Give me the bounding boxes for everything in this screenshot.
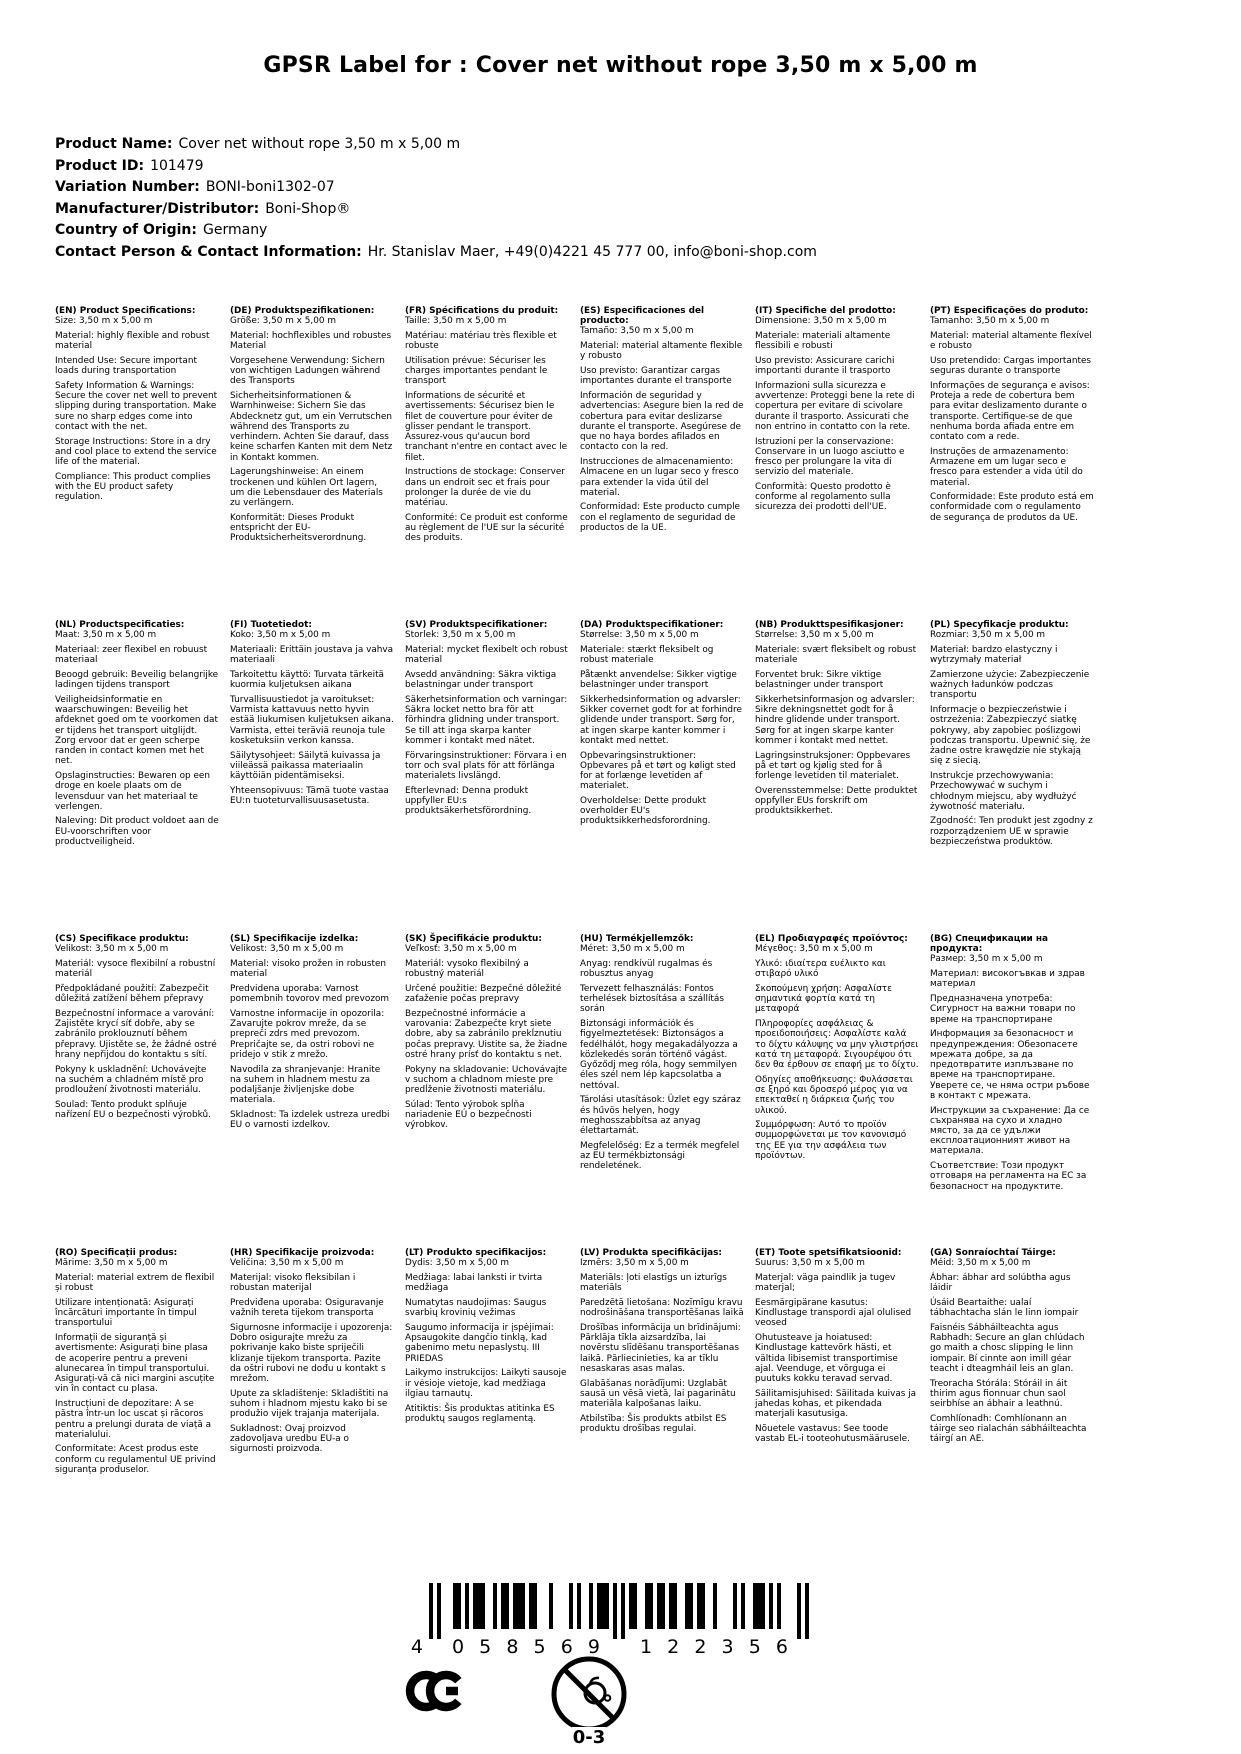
lang-block-paragraph: Avsedd användning: Säkra viktiga belastningar under transport — [405, 669, 557, 691]
product-info-label: Manufacturer/Distributor: — [55, 200, 260, 217]
lang-block-paragraph: Bezpečnostné informácie a varovania: Zabezpečte kryt siete dobre, aby sa zabránilo prekĺznutiu počas prepravy. Uistite sa, že žiadne ostré hrany prísť do kontaktu s net. — [405, 1008, 568, 1060]
lang-block-paragraph: Storage Instructions: Store in a dry and cool place to extend the service life of the material. — [55, 436, 217, 468]
lang-block-paragraph: Safety Information & Warnings: Secure the cover net well to prevent slipping during transportation. Make sure no sharp edges come into contact with the net. — [55, 380, 218, 432]
lang-block-paragraph: Ohutusteave ja hoiatused: Kindlustage kattevõrk hästi, et vältida libisemist transportimise ajal. Veenduge, et võrguga ei puutuks kokku teravad servad. — [755, 1333, 898, 1385]
lang-block-paragraph: Conformitate: Acest produs este conform cu regulamentul UE privind siguranța produselor. — [55, 1444, 216, 1475]
lang-block-paragraph: Storlek: 3,50 m x 5,00 m — [405, 630, 516, 641]
lang-block-paragraph: Påtænkt anvendelse: Sikker vigtige belastninger under transport — [580, 669, 737, 691]
age-warning-0-3-icon — [548, 1652, 630, 1748]
lang-block-paragraph: Sukladnost: Ovaj proizvod zadovoljava uredbu EU-a o sigurnosti proizvoda. — [230, 1424, 349, 1455]
lang-block-paragraph: Bezpečnostní informace a varování: Zajistěte krycí síť dobře, aby se zabránilo proklouznutí během přepravy. Ujistěte se, že žádné ostré hrany nepřijdou do kontaktu s sítí. — [55, 1008, 217, 1060]
product-info — [55, 134, 817, 264]
product-info-label: Product Name: — [55, 136, 173, 152]
lang-block-paragraph: Yhteensopivuus: Tämä tuote vastaa EU:n tuoteturvallisuusasetusta. — [230, 785, 389, 807]
lang-block-paragraph: Méid: 3,50 m x 5,00 m — [930, 1258, 1031, 1269]
lang-block-title: (PT) Especificações do produto: — [930, 306, 1089, 316]
lang-block-cs — [55, 934, 223, 1248]
lang-block-title: (HR) Specifikacije proizvoda: — [230, 1248, 375, 1258]
product-info-label: Product ID: — [55, 157, 145, 174]
product-info-label: Country of Origin: — [55, 222, 197, 239]
lang-block-sk — [405, 934, 573, 1248]
lang-block-paragraph: Dydis: 3,50 m x 5,00 m — [405, 1258, 509, 1269]
lang-block-title: (SV) Produktspecifikationer: — [405, 620, 548, 630]
lang-block-paragraph: Laikymo instrukcijos: Laikyti sausoje ir vėsioje vietoje, kad medžiaga ilgiau tarnautų. — [405, 1368, 567, 1399]
lang-block-paragraph: Turvallisuustiedot ja varoitukset: Varmista kattavuus netto hyvin estää liukumisen kuljetuksen aikana. Varmista, ettei teräviä reunoja tule kosketuksiin verkon kanssa. — [230, 694, 394, 746]
lang-block-paragraph: Material: material extrem de flexibil și robust — [55, 1272, 215, 1294]
lang-block-paragraph: Medžiaga: labai lanksti ir tvirta medžiaga — [405, 1272, 543, 1294]
lang-block-paragraph: Lagringsinstruksjoner: Oppbevares på et tørt og kjølig sted for å forlenge levetiden til materialet. — [755, 750, 911, 782]
lang-block-title: (SK) Špecifikácie produktu: — [405, 934, 542, 944]
lang-block-lt — [405, 1248, 573, 1562]
lang-block-paragraph: Glabāšanas norādījumi: Uzglabāt sausā un vēsā vietā, lai pagarinātu materiāla kalpošanas laiku. — [580, 1378, 736, 1410]
lang-block-paragraph: Материал: високогъвкав и здрав материал — [930, 969, 1085, 990]
lang-block-paragraph: Tárolási utasítások: Üzlet egy száraz és hűvös helyen, hogy meghosszabbítsa az anyag élettartamát. — [580, 1095, 741, 1136]
lang-block-paragraph: Atitiktis: Šis produktas atitinka ES produktų saugos reglamentą. — [405, 1403, 555, 1424]
lang-block-paragraph: Uso previsto: Assicurare carichi importanti durante il trasporto — [755, 355, 895, 377]
page-title: GPSR Label for : Cover net without rope 3,50 m x 5,00 m — [263, 53, 978, 78]
lang-block-title: (LT) Produkto specifikacijos: — [405, 1248, 547, 1258]
lang-block-paragraph: Predviđena uporaba: Osiguravanje važnih tereta tijekom transporta — [230, 1297, 384, 1319]
lang-block-paragraph: Určené použitie: Bezpečné dôležité zaťaženie počas prepravy — [405, 983, 562, 1005]
lang-block-et — [755, 1248, 923, 1562]
lang-block-paragraph: Tarkoitettu käyttö: Turvata tärkeitä kuormia kuljetuksen aikana — [230, 669, 384, 691]
lang-block-paragraph: Soulad: Tento produkt splňuje nařízení EU o bezpečnosti výrobků. — [55, 1099, 211, 1121]
lang-block-paragraph: Størrelse: 3,50 m x 5,00 m — [755, 630, 874, 641]
lang-block-el — [755, 934, 923, 1248]
lang-block-paragraph: Koko: 3,50 m x 5,00 m — [230, 630, 331, 641]
lang-block-paragraph: Utilizare intenționată: Asigurați încărcături importante în timpul transportului — [55, 1297, 197, 1329]
lang-block-da — [580, 620, 748, 934]
lang-block-paragraph: Izmērs: 3,50 m x 5,00 m — [580, 1258, 689, 1269]
lang-block-paragraph: Größe: 3,50 m x 5,00 m — [230, 316, 336, 327]
lang-block-paragraph: Upute za skladištenje: Skladištiti na suhom i hladnom mjestu kako bi se produžio vijek trajanja materijala. — [230, 1388, 389, 1420]
lang-block-paragraph: Materiale: svært fleksibelt og robust materiale — [755, 644, 917, 666]
lang-block-paragraph: Materiaali: Erittäin joustava ja vahva materiaali — [230, 644, 394, 666]
lang-block-paragraph: Conformità: Questo prodotto è conforme al regolamento sulla sicurezza dei prodotti dell'UE. — [755, 482, 891, 513]
lang-block-paragraph: Uso previsto: Garantizar cargas importantes durante el transporte — [580, 366, 732, 387]
lang-block-paragraph: Eesmärgipärane kasutus: Kindlustage transpordi ajal olulised veosed — [755, 1297, 912, 1329]
lang-block-paragraph: Materiaal: zeer flexibel en robuust materiaal — [55, 644, 208, 666]
product-info-row — [55, 199, 817, 221]
product-info-row — [55, 220, 817, 242]
product-info-value: Germany — [203, 222, 268, 239]
lang-block-paragraph: Tamaño: 3,50 m x 5,00 m — [580, 326, 694, 337]
lang-block-paragraph: Οδηγίες αποθήκευσης: Φυλάσσεται σε ξηρό και δροσερό μέρος για να επεκταθεί η διάρκεια ζωής του υλικού. — [755, 1074, 913, 1116]
barcode-digits: 058569 — [452, 1636, 600, 1657]
lang-block-paragraph: Säilytysohjeet: Säilytä kuivassa ja viileässä paikassa materiaalin käyttöiän pidentämiseksi. — [230, 750, 381, 782]
lang-block-title: (GA) Sonraíochtaí Táirge: — [930, 1248, 1056, 1258]
lang-block-paragraph: Skladnost: Ta izdelek ustreza uredbi EU o varnosti izdelkov. — [230, 1110, 390, 1131]
lang-block-nb — [755, 620, 923, 934]
lang-block-paragraph: Predvidena uporaba: Varnost pomembnih tovorov med prevozom — [230, 983, 390, 1005]
lang-block-nl — [55, 620, 223, 934]
lang-block-paragraph: Instrucciones de almacenamiento: Almacene en un lugar seco y fresco para extender la vida útil del material. — [580, 457, 739, 498]
lang-block-de — [230, 306, 398, 620]
age-warning-label: 0-3 — [572, 1727, 606, 1748]
lang-block-paragraph: Intended Use: Secure important loads during transportation — [55, 355, 197, 377]
lang-block-paragraph: Предназначена употреба: Сигурност на важни товари по време на транспортиране — [930, 994, 1076, 1025]
lang-block-fi — [230, 620, 398, 934]
product-info-value: Hr. Stanislav Maer, +49(0)4221 45 777 00, info@boni-shop.com — [367, 243, 817, 260]
lang-block-lv — [580, 1248, 748, 1562]
lang-block-hr — [230, 1248, 398, 1562]
lang-block-es — [580, 306, 748, 620]
lang-block-paragraph: Instructions de stockage: Conserver dans un endroit sec et frais pour prolonger la durée de vie du matériau. — [405, 467, 565, 508]
lang-block-paragraph: Instruções de armazenamento: Armazene em um lugar seco e fresco para estender a vida útil do material. — [930, 446, 1083, 488]
barcode-digits: 4 — [410, 1636, 423, 1657]
lang-block-title: (LV) Produkta specifikācijas: — [580, 1248, 722, 1258]
product-info-value: BONI-boni1302-07 — [205, 179, 335, 196]
product-info-row — [55, 134, 817, 156]
lang-block-paragraph: Saugumo informacija ir įspėjimai: Apsaugokite dangčio tinklą, kad gabenimo metu nepaslystų. III PRIEDAS — [405, 1322, 554, 1364]
lang-block-paragraph: Faisnéis Sábháilteachta agus Rabhadh: Secure an glan chlúdach go maith a chosc slipping le linn iompair. Bí cinnte aon imill géar teacht i dteagmháil leis an glan. — [930, 1322, 1085, 1374]
lang-block-paragraph: Material: material altamente flexível e robusto — [930, 330, 1092, 352]
product-info-row — [55, 242, 817, 264]
lang-block-paragraph: Μέγεθος: 3,50 m x 5,00 m — [755, 944, 873, 955]
lang-block-paragraph: Conformidade: Este produto está em conformidade com o regulamento de segurança de produtos da UE. — [930, 492, 1094, 523]
lang-block-paragraph: Materiale: stærkt fleksibelt og robust materiale — [580, 644, 714, 666]
lang-block-pt — [930, 306, 1098, 620]
lang-block-paragraph: Paredzētā lietošana: Nozīmīgu kravu nodrošināšana transportēšanas laikā — [580, 1297, 744, 1319]
lang-block-paragraph: Materiál: vysoko flexibilný a robustný materiál — [405, 958, 529, 980]
lang-block-paragraph: Material: visoko prožen in robusten material — [230, 958, 387, 980]
lang-block-paragraph: Tamanho: 3,50 m x 5,00 m — [930, 316, 1050, 327]
lang-block-sl — [230, 934, 398, 1248]
lang-block-paragraph: Veiligheidsinformatie en waarschuwingen: Beveilig het afdeknet goed om te voorkomen dat er tijdens het transport uitglijdt. Zorg ervoor dat er geen scherpe randen in contact komen met het net. — [55, 694, 218, 767]
lang-block-paragraph: Utilisation prévue: Sécuriser les charges importantes pendant le transport — [405, 355, 548, 387]
lang-block-paragraph: Navodila za shranjevanje: Hranite na suhem in hladnem mestu za podaljšanje življenjske dobe materiala. — [230, 1064, 381, 1106]
lang-block-paragraph: Materjal: väga paindlik ja tugev materjal; — [755, 1272, 896, 1294]
lang-block-title: (EN) Product Specifications: — [55, 306, 196, 316]
lang-block-paragraph: Maat: 3,50 m x 5,00 m — [55, 630, 157, 641]
lang-block-title: (NL) Productspecificaties: — [55, 620, 185, 630]
lang-block-title: (PL) Specyfikacje produktu: — [930, 620, 1069, 630]
lang-block-title: (IT) Specifiche del prodotto: — [755, 306, 896, 316]
lang-block-bg — [930, 934, 1098, 1248]
lang-block-paragraph: Súlad: Tento výrobok spĺňa nariadenie EÚ o bezpečnosti výrobkov. — [405, 1099, 532, 1131]
lang-block-paragraph: Pokyny na skladovanie: Uchovávajte v suchom a chladnom mieste pre predĺženie životnosti materiálu. — [405, 1064, 568, 1096]
lang-block-paragraph: Съответствие: Този продукт отговаря на регламента на ЕС за безопасност на продуктите. — [930, 1161, 1087, 1192]
lang-block-pl — [930, 620, 1098, 934]
product-info-row — [55, 156, 817, 178]
lang-block-paragraph: Taille: 3,50 m x 5,00 m — [405, 316, 507, 327]
lang-block-paragraph: Υλικό: ιδιαίτερα ευέλικτο και στιβαρό υλικό — [755, 958, 886, 980]
lang-block-paragraph: Varnostne informacije in opozorila: Zavarujte pokrov mreže, da se prepreči zdrs med prevozom. Prepričajte se, da ostri robovi ne pridejo v stik z mrežo. — [230, 1008, 385, 1060]
lang-block-title: (EL) Προδιαγραφές προϊόντος: — [755, 934, 908, 944]
lang-block-paragraph: Materiale: materiali altamente flessibili e robusti — [755, 330, 891, 352]
lang-block-paragraph: Numatytas naudojimas: Saugus svarbių krovinių vežimas — [405, 1297, 547, 1319]
lang-block-paragraph: Mărime: 3,50 m x 5,00 m — [55, 1258, 168, 1269]
lang-block-fr — [405, 306, 573, 620]
lang-block-ga — [930, 1248, 1098, 1562]
lang-block-paragraph: Material: mycket flexibelt och robust material — [405, 644, 568, 666]
lang-block-paragraph: Размер: 3,50 m x 5,00 m — [930, 954, 1043, 965]
lang-block-paragraph: Forventet bruk: Sikre viktige belastninger under transport — [755, 669, 884, 691]
lang-block-paragraph: Overensstemmelse: Dette produktet oppfyller EUs forskrift om produktsikkerhet. — [755, 785, 918, 817]
lang-block-paragraph: Istruzioni per la conservazione: Conservare in un luogo asciutto e fresco per prolungare la vita di servizio del materiale. — [755, 436, 905, 478]
lang-block-paragraph: Información de seguridad y advertencias: Asegure bien la red de cobertura para evitar deslizarse durante el transporte. Asegúrese de que no haya bordes afilados en contacto con la red. — [580, 391, 744, 453]
ean13-barcode — [393, 1583, 819, 1661]
lang-block-title: (NB) Produkttspesifikasjoner: — [755, 620, 904, 630]
lang-block-paragraph: Informações de segurança e avisos: Proteja a rede de cobertura bem para evitar deslizamento durante o transporte. Certifique-se de que nenhuma borda afiada entre em contato com a rede. — [930, 380, 1090, 443]
lang-block-paragraph: Zgodność: Ten produkt jest zgodny z rozporządzeniem UE w sprawie bezpieczeństwa produktów. — [930, 816, 1093, 847]
lang-block-paragraph: Rozmiar: 3,50 m x 5,00 m — [930, 630, 1046, 641]
lang-block-title: (FR) Spécifications du produit: — [405, 306, 559, 316]
lang-block-paragraph: Velikost: 3,50 m x 5,00 m — [55, 944, 169, 955]
lang-block-paragraph: Veličina: 3,50 m x 5,00 m — [230, 1258, 344, 1269]
ce-mark-icon — [405, 1666, 467, 1716]
product-info-value: Cover net without rope 3,50 m x 5,00 m — [178, 136, 461, 152]
lang-block-paragraph: Size: 3,50 m x 5,00 m — [55, 316, 153, 327]
product-info-label: Contact Person & Contact Information: — [55, 243, 362, 260]
lang-block-paragraph: Πληροφορίες ασφάλειας & προειδοποιήσεις: Ασφαλίστε καλά το δίχτυ κάλυψης να μην γλιστρήσει κατά τη μεταφορά. Σιγουρέψου ότι δεν θα έρθουν σε επαφή με το δίχτυ. — [755, 1019, 919, 1071]
lang-block-paragraph: Matériau: matériau très flexible et robuste — [405, 330, 557, 352]
lang-block-paragraph: Vorgesehene Verwendung: Sichern von wichtigen Ladungen während des Transports — [230, 355, 385, 387]
lang-block-title: (ES) Especificaciones del producto: — [580, 306, 705, 327]
lang-block-paragraph: Opslaginstructies: Bewaren op een droge en koele plaats om de levensduur van het materiaal te verlengen. — [55, 771, 211, 812]
language-specs-grid — [55, 306, 1098, 1562]
lang-block-paragraph: Sigurnosne informacije i upozorenja: Dobro osigurajte mrežu za pokrivanje kako biste spriječili klizanje tijekom transporta. Pazite da oštri rubovi ne dođu u kontakt s mrežom. — [230, 1322, 393, 1385]
lang-block-paragraph: Materiał: bardzo elastyczny i wytrzymały materiał — [930, 644, 1058, 666]
lang-block-paragraph: Conformité: Ce produit est conforme au règlement de l'UE sur la sécurité des produits. — [405, 512, 568, 544]
lang-block-title: (HU) Termékjellemzők: — [580, 934, 694, 944]
lang-block-paragraph: Zamierzone użycie: Zabezpieczenie ważnych ładunków podczas transportu — [930, 669, 1090, 701]
lang-block-paragraph: Comhlíonadh: Comhlíonann an táirge seo rialachán sábháilteachta táirgí an AE. — [930, 1413, 1087, 1445]
lang-block-title: (DE) Produktspezifikationen: — [230, 306, 375, 316]
lang-block-paragraph: Informații de siguranță și avertismente: Asigurați bine plasa de acoperire pentru a preveni alunecarea în timpul transportului. Asigurați-vă că nici margini ascuțite vin în contact cu plasa. — [55, 1333, 215, 1395]
product-info-value: Boni-Shop® — [265, 200, 351, 217]
lang-block-paragraph: Treoracha Stórála: Stóráil in áit thirim agus fionnuar chun saol seirbhíse an ábhair a leathnú. — [930, 1378, 1068, 1410]
lang-block-paragraph: Sicherheitsinformationen & Warnhinweise: Sichern Sie das Abdecknetz gut, um ein Verrutschen während des Transports zu verhindern. Achten Sie darauf, dass keine scharfen Kanten mit dem Netz in Kontakt kommen. — [230, 391, 393, 463]
lang-block-paragraph: Nõuetele vastavus: See toode vastab EL-i tooteohutusmäärusele. — [755, 1424, 910, 1445]
lang-block-hu — [580, 934, 748, 1248]
lang-block-paragraph: Compliance: This product complies with the EU product safety regulation. — [55, 471, 211, 503]
lang-block-paragraph: Conformidad: Este producto cumple con el reglamento de seguridad de productos de la UE. — [580, 502, 741, 533]
lang-block-paragraph: Uso pretendido: Cargas importantes seguras durante o transporte — [930, 355, 1092, 377]
lang-block-sv — [405, 620, 573, 934]
lang-block-title: (CS) Specifikace produktu: — [55, 934, 189, 944]
product-info-label: Variation Number: — [55, 179, 200, 196]
lang-block-paragraph: Lagerungshinweise: An einem trockenen und kühlen Ort lagern, um die Lebensdauer des Materials zu verlängern. — [230, 467, 383, 508]
lang-block-paragraph: Säilitamisjuhised: Säilitada kuivas ja jahedas kohas, et pikendada materjali kasutusiga. — [755, 1388, 917, 1420]
lang-block-paragraph: Atbilstība: Šis produkts atbilst ES produktu drošības regulai. — [580, 1413, 727, 1435]
lang-block-paragraph: Информация за безопасност и предупреждения: Обезопасете мрежата добре, за да предотвратите изплъзване по време на транспортиране. Уверете се, че няма остри ръбове в контакт с мрежата. — [930, 1029, 1090, 1101]
lang-block-paragraph: Méret: 3,50 m x 5,00 m — [580, 944, 685, 955]
lang-block-paragraph: Velikost: 3,50 m x 5,00 m — [230, 944, 344, 955]
lang-block-paragraph: Sikkerhedsinformation og advarsler: Sikker covernet godt for at forhindre glidende under transport. Sørg for, at ingen skarpe kanter kommer i kontakt med nettet. — [580, 694, 742, 746]
lang-block-paragraph: Pokyny k uskladnění: Uchovávejte na suchém a chladném místě pro prodloužení životnosti materiálu. — [55, 1064, 207, 1096]
lang-block-ro — [55, 1248, 223, 1562]
lang-block-paragraph: Material: highly flexible and robust material — [55, 330, 210, 352]
lang-block-paragraph: Opbevaringsinstruktioner: Opbevares på et tørt og køligt sted for at forlænge levetiden af materialet. — [580, 750, 736, 792]
product-info-value: 101479 — [150, 157, 204, 174]
lang-block-paragraph: Předpokládané použití: Zabezpečit důležitá zatížení během přepravy — [55, 983, 209, 1005]
lang-block-title: (BG) Спецификации на продукта: — [930, 934, 1048, 955]
lang-block-paragraph: Material: hochflexibles und robustes Material — [230, 330, 392, 352]
lang-block-paragraph: Materiāls: ļoti elastīgs un izturīgs materiāls — [580, 1272, 727, 1294]
lang-block-paragraph: Dimensione: 3,50 m x 5,00 m — [755, 316, 887, 327]
lang-block-paragraph: Biztonsági információk és figyelmeztetések: Biztonságos a fedélhálót, hogy megakadályozza a közlekedés során történő vágást. Győződj meg róla, hogy semmilyen éles szél nem lép kapcsolatba a nettóval. — [580, 1019, 738, 1091]
lang-block-paragraph: Suurus: 3,50 m x 5,00 m — [755, 1258, 865, 1269]
lang-block-paragraph: Ábhar: ábhar ard solúbtha agus láidir — [930, 1272, 1071, 1294]
lang-block-title: (RO) Specificații produs: — [55, 1248, 178, 1258]
lang-block-paragraph: Konformität: Dieses Produkt entspricht der EU-Produktsicherheitsverordnung. — [230, 512, 367, 544]
lang-block-paragraph: Säkerhetsinformation och varningar: Säkra locket netto bra för att förhindra glidning under transport. Se till att inga skarpa kanter kommer i kontakt med nätet. — [405, 694, 568, 746]
lang-block-paragraph: Instrucțiuni de depozitare: A se păstra într-un loc uscat și răcoros pentru a prelungi durata de viață a materialului. — [55, 1399, 212, 1440]
lang-block-paragraph: Instrukcje przechowywania: Przechowywać w suchym i chłodnym miejscu, aby wydłużyć żywotność materiału. — [930, 771, 1077, 812]
product-info-row — [55, 177, 817, 199]
lang-block-it — [755, 306, 923, 620]
lang-block-paragraph: Beoogd gebruik: Beveilig belangrijke ladingen tijdens transport — [55, 669, 219, 691]
lang-block-paragraph: Veľkosť: 3,50 m x 5,00 m — [405, 944, 517, 955]
lang-block-paragraph: Materijal: visoko fleksibilan i robustan materijal — [230, 1272, 356, 1294]
lang-block-paragraph: Materiál: vysoce flexibilní a robustní materiál — [55, 958, 216, 980]
lang-block-paragraph: Anyag: rendkívül rugalmas és robusztus anyag — [580, 958, 713, 980]
lang-block-title: (FI) Tuotetiedot: — [230, 620, 312, 630]
lang-block-paragraph: Συμμόρφωση: Αυτό το προϊόν συμμορφώνεται με τον κανονισμό της ΕΕ για την ασφάλεια των προϊόντων. — [755, 1120, 907, 1161]
barcode-digits: 122356 — [640, 1636, 788, 1657]
lang-block-paragraph: Megfelelőség: Ez a termék megfelel az EU termékbiztonsági rendeletének. — [580, 1140, 740, 1172]
lang-block-paragraph: Σκοπούμενη χρήση: Ασφαλίστε σημαντικά φορτία κατά τη μεταφορά — [755, 983, 892, 1015]
lang-block-title: (ET) Toote spetsifikatsioonid: — [755, 1248, 902, 1258]
lang-block-title: (SL) Specifikacije izdelka: — [230, 934, 359, 944]
lang-block-paragraph: Efterlevnad: Denna produkt uppfyller EU:s produktsäkerhetsförordning. — [405, 785, 532, 817]
lang-block-paragraph: Förvaringsinstruktioner: Förvara i en torr och sval plats för att förlänga materialets livslängd. — [405, 750, 567, 782]
lang-block-paragraph: Informations de sécurité et avertissements: Sécurisez bien le filet de couverture pour éviter de glisser pendant le transport. Assurez-vous qu'aucun bord tranchant n'entre en contact avec le filet. — [405, 391, 568, 463]
lang-block-title: (DA) Produktspecifikationer: — [580, 620, 724, 630]
lang-block-paragraph: Naleving: Dit product voldoet aan de EU-voorschriften voor productveiligheid. — [55, 816, 219, 847]
lang-block-paragraph: Drošības informācija un brīdinājumi: Pārklāja tīkla aizsardzība, lai novērstu slīdēšanu transportēšanas laikā. Pārliecinieties, ka ar tīklu nesaskaras asas malas. — [580, 1322, 741, 1374]
lang-block-paragraph: Инструкции за съхранение: Да се съхранява на сухо и хладно място, за да се удължи експлоатационният живот на материала. — [930, 1105, 1090, 1157]
lang-block-paragraph: Overholdelse: Dette produkt overholder EU's produktsikkerhedsforordning. — [580, 796, 711, 827]
lang-block-paragraph: Úsáid Beartaithe: ualaí tábhachtacha slán le linn iompair — [930, 1297, 1079, 1319]
lang-block-paragraph: Informazioni sulla sicurezza e avvertenze: Proteggi bene la rete di copertura per evitare di scivolare durante il trasporto. Assicurati che non entrino in contatto con la rete. — [755, 380, 915, 432]
lang-block-paragraph: Størrelse: 3,50 m x 5,00 m — [580, 630, 699, 641]
lang-block-en — [55, 306, 223, 620]
lang-block-paragraph: Sikkerhetsinformasjon og advarsler: Sikre dekningsnettet godt for å hindre glidende under transport. Sørg for at ingen skarpe kanter kommer i kontakt med nettet. — [755, 694, 915, 746]
lang-block-paragraph: Informacje o bezpieczeństwie i ostrzeżenia: Zabezpieczyć siatkę pokrywy, aby zapobiec poślizgowi podczas transportu. Upewnić się, że żadne ostre krawędzie nie stykają się z siecią. — [930, 705, 1091, 767]
lang-block-paragraph: Material: material altamente flexible y robusto — [580, 341, 743, 362]
lang-block-paragraph: Tervezett felhasználás: Fontos terhelések biztosítása a szállítás során — [580, 983, 724, 1015]
